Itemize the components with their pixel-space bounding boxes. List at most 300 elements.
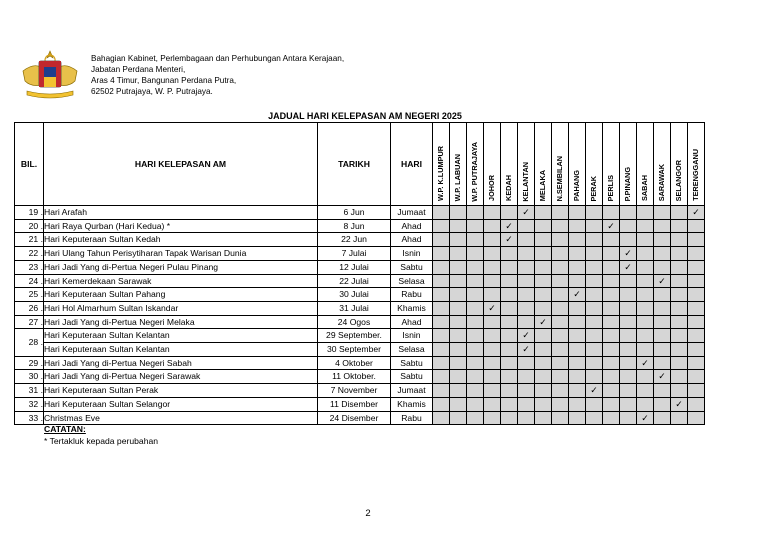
holiday-day: Khamis — [391, 397, 433, 411]
state-cell — [552, 411, 569, 425]
holiday-date: 24 Disember — [318, 411, 391, 425]
state-cell — [603, 260, 620, 274]
holiday-day: Sabtu — [391, 260, 433, 274]
state-cell — [552, 219, 569, 233]
state-cell — [433, 260, 450, 274]
state-label: W.P. K.LUMPUR — [436, 146, 445, 202]
state-cell — [603, 356, 620, 370]
state-cell — [450, 343, 467, 357]
check-mark-icon: ✓ — [535, 315, 552, 329]
check-mark-icon: ✓ — [501, 219, 518, 233]
state-cell — [569, 274, 586, 288]
state-cell — [501, 343, 518, 357]
state-cell — [484, 315, 501, 329]
state-cell — [518, 315, 535, 329]
check-mark-icon: ✓ — [671, 397, 688, 411]
state-cell — [535, 384, 552, 398]
address-line: Bahagian Kabinet, Perlembagaan dan Perhubungan Antara Kerajaan, — [91, 54, 345, 63]
state-cell — [637, 315, 654, 329]
state-cell — [535, 397, 552, 411]
row-number: 32 . — [15, 397, 44, 411]
state-cell — [552, 274, 569, 288]
holiday-day: Selasa — [391, 274, 433, 288]
state-cell — [569, 247, 586, 261]
row-number: 29 . — [15, 356, 44, 370]
state-cell — [552, 233, 569, 247]
column-header-state — [518, 123, 535, 206]
holiday-date: 29 September. — [318, 329, 391, 343]
state-cell — [620, 329, 637, 343]
column-header-state — [501, 123, 518, 206]
table-row — [15, 343, 705, 357]
state-cell — [671, 384, 688, 398]
state-cell — [569, 397, 586, 411]
state-cell — [620, 356, 637, 370]
state-cell — [552, 206, 569, 220]
holiday-date: 22 Jun — [318, 233, 391, 247]
state-cell — [535, 219, 552, 233]
address-line: 62502 Putrajaya, W. P. Putrajaya. — [91, 87, 213, 96]
column-header-state — [637, 123, 654, 206]
holiday-name: Christmas Eve — [44, 411, 318, 425]
check-mark-icon: ✓ — [620, 260, 637, 274]
holiday-day: Jumaat — [391, 206, 433, 220]
holiday-date: 11 Disember — [318, 397, 391, 411]
check-mark-icon: ✓ — [637, 411, 654, 425]
state-cell — [433, 411, 450, 425]
state-cell — [433, 247, 450, 261]
table-row — [15, 370, 705, 384]
state-cell — [450, 411, 467, 425]
column-header-state — [450, 123, 467, 206]
state-cell — [586, 288, 603, 302]
column-header-state — [671, 123, 688, 206]
state-cell — [620, 206, 637, 220]
holiday-date: 22 Julai — [318, 274, 391, 288]
state-cell — [688, 260, 705, 274]
check-mark-icon: ✓ — [518, 329, 535, 343]
state-cell — [450, 329, 467, 343]
state-label: TERENGGANU — [691, 149, 700, 202]
state-cell — [569, 260, 586, 274]
state-cell — [433, 384, 450, 398]
state-cell — [501, 315, 518, 329]
state-cell — [467, 206, 484, 220]
state-cell — [501, 356, 518, 370]
holiday-date: 8 Jun — [318, 219, 391, 233]
state-cell — [688, 247, 705, 261]
check-mark-icon: ✓ — [501, 233, 518, 247]
holiday-date: 11 Oktober. — [318, 370, 391, 384]
state-cell — [569, 206, 586, 220]
state-cell — [671, 260, 688, 274]
state-cell — [484, 274, 501, 288]
check-mark-icon: ✓ — [637, 356, 654, 370]
state-cell — [671, 233, 688, 247]
state-cell — [433, 370, 450, 384]
state-cell — [688, 233, 705, 247]
state-cell — [586, 329, 603, 343]
holiday-name: Hari Jadi Yang di-Pertua Negeri Sarawak — [44, 370, 318, 384]
state-cell — [654, 343, 671, 357]
check-mark-icon: ✓ — [654, 274, 671, 288]
state-cell — [654, 301, 671, 315]
state-label: W.P. PUTRAJAYA — [470, 141, 479, 202]
state-cell — [637, 384, 654, 398]
state-cell — [671, 301, 688, 315]
state-cell — [688, 274, 705, 288]
state-cell — [688, 329, 705, 343]
state-cell — [450, 260, 467, 274]
state-cell — [467, 233, 484, 247]
table-row — [15, 219, 705, 233]
state-label: JOHOR — [487, 175, 496, 202]
state-cell — [552, 315, 569, 329]
state-cell — [637, 370, 654, 384]
holiday-day: Isnin — [391, 247, 433, 261]
holiday-day: Sabtu — [391, 356, 433, 370]
holiday-name: Hari Keputeraan Sultan Kelantan — [44, 329, 318, 343]
state-cell — [467, 329, 484, 343]
check-mark-icon: ✓ — [518, 206, 535, 220]
state-cell — [586, 247, 603, 261]
row-number: 31 . — [15, 384, 44, 398]
state-cell — [450, 301, 467, 315]
state-cell — [433, 315, 450, 329]
state-cell — [671, 247, 688, 261]
state-cell — [586, 370, 603, 384]
state-cell — [654, 397, 671, 411]
state-cell — [535, 274, 552, 288]
state-cell — [484, 288, 501, 302]
state-cell — [484, 260, 501, 274]
state-cell — [484, 206, 501, 220]
state-cell — [501, 260, 518, 274]
state-cell — [501, 411, 518, 425]
state-cell — [552, 260, 569, 274]
state-cell — [603, 370, 620, 384]
state-cell — [688, 370, 705, 384]
holiday-date: 6 Jun — [318, 206, 391, 220]
state-cell — [654, 260, 671, 274]
state-cell — [552, 301, 569, 315]
state-cell — [654, 206, 671, 220]
state-cell — [535, 356, 552, 370]
state-cell — [552, 370, 569, 384]
state-cell — [688, 315, 705, 329]
column-header-state — [552, 123, 569, 206]
state-cell — [450, 247, 467, 261]
check-mark-icon: ✓ — [603, 219, 620, 233]
state-cell — [586, 315, 603, 329]
table-row — [15, 233, 705, 247]
state-cell — [518, 370, 535, 384]
row-number: 25 . — [15, 288, 44, 302]
state-cell — [467, 247, 484, 261]
check-mark-icon: ✓ — [654, 370, 671, 384]
state-cell — [552, 384, 569, 398]
state-cell — [535, 343, 552, 357]
notes-title: CATATAN: — [44, 424, 86, 434]
row-number: 27 . — [15, 315, 44, 329]
holiday-date: 4 Oktober — [318, 356, 391, 370]
state-cell — [603, 397, 620, 411]
state-cell — [654, 315, 671, 329]
state-cell — [501, 206, 518, 220]
holiday-date: 31 Julai — [318, 301, 391, 315]
coat-of-arms-logo — [19, 49, 81, 99]
state-cell — [620, 343, 637, 357]
holiday-day: Isnin — [391, 329, 433, 343]
holiday-name: Hari Keputeraan Sultan Kedah — [44, 233, 318, 247]
state-label: N.SEMBILAN — [555, 155, 564, 202]
state-cell — [688, 356, 705, 370]
state-cell — [637, 206, 654, 220]
state-cell — [501, 329, 518, 343]
holiday-table — [14, 122, 705, 425]
state-cell — [518, 233, 535, 247]
state-cell — [620, 288, 637, 302]
state-cell — [484, 370, 501, 384]
table-row — [15, 329, 705, 343]
state-cell — [552, 288, 569, 302]
state-cell — [569, 329, 586, 343]
state-cell — [501, 384, 518, 398]
state-cell — [535, 329, 552, 343]
state-cell — [688, 411, 705, 425]
state-cell — [603, 329, 620, 343]
state-cell — [518, 274, 535, 288]
state-cell — [586, 206, 603, 220]
state-cell — [518, 411, 535, 425]
state-cell — [535, 233, 552, 247]
holiday-date: 7 November — [318, 384, 391, 398]
row-number: 20 . — [15, 219, 44, 233]
column-header-name: HARI KELEPASAN AM — [44, 123, 318, 206]
holiday-day: Sabtu — [391, 370, 433, 384]
state-cell — [467, 274, 484, 288]
state-cell — [467, 260, 484, 274]
state-label: SABAH — [640, 175, 649, 202]
check-mark-icon: ✓ — [569, 288, 586, 302]
state-cell — [467, 356, 484, 370]
state-cell — [569, 233, 586, 247]
table-row — [15, 288, 705, 302]
document-title: JADUAL HARI KELEPASAN AM NEGERI 2025 — [268, 111, 462, 121]
row-number: 28 . — [15, 329, 44, 356]
state-cell — [603, 315, 620, 329]
state-cell — [518, 219, 535, 233]
state-cell — [620, 411, 637, 425]
table-row — [15, 315, 705, 329]
state-cell — [467, 397, 484, 411]
state-cell — [654, 411, 671, 425]
state-cell — [450, 288, 467, 302]
state-label: PERAK — [589, 175, 598, 202]
ministry-address — [91, 53, 344, 97]
holiday-day: Jumaat — [391, 384, 433, 398]
holiday-name: Hari Raya Qurban (Hari Kedua) * — [44, 219, 318, 233]
table-row — [15, 356, 705, 370]
column-header-state — [603, 123, 620, 206]
page-number: 2 — [365, 508, 371, 519]
column-header-date: TARIKH — [318, 123, 391, 206]
state-cell — [450, 206, 467, 220]
table-body — [15, 206, 705, 425]
state-cell — [552, 397, 569, 411]
table-row — [15, 260, 705, 274]
holiday-name: Hari Ulang Tahun Perisytiharan Tapak Warisan Dunia — [44, 247, 318, 261]
state-cell — [433, 233, 450, 247]
row-number: 21 . — [15, 233, 44, 247]
state-cell — [620, 370, 637, 384]
holiday-name: Hari Keputeraan Sultan Kelantan — [44, 343, 318, 357]
state-cell — [501, 370, 518, 384]
row-number: 33 . — [15, 411, 44, 425]
state-cell — [501, 274, 518, 288]
holiday-date: 24 Ogos — [318, 315, 391, 329]
state-cell — [501, 247, 518, 261]
table-header-row — [15, 123, 705, 206]
state-cell — [603, 301, 620, 315]
state-cell — [654, 288, 671, 302]
holiday-name: Hari Kemerdekaan Sarawak — [44, 274, 318, 288]
state-cell — [586, 260, 603, 274]
state-cell — [688, 343, 705, 357]
check-mark-icon: ✓ — [620, 247, 637, 261]
check-mark-icon: ✓ — [484, 301, 501, 315]
state-cell — [450, 219, 467, 233]
state-cell — [552, 329, 569, 343]
state-cell — [637, 288, 654, 302]
check-mark-icon: ✓ — [688, 206, 705, 220]
state-cell — [535, 206, 552, 220]
column-header-bil: BIL. — [15, 123, 44, 206]
column-header-day: HARI — [391, 123, 433, 206]
state-cell — [467, 288, 484, 302]
state-cell — [688, 301, 705, 315]
state-cell — [467, 315, 484, 329]
holiday-date: 12 Julai — [318, 260, 391, 274]
holiday-day: Rabu — [391, 288, 433, 302]
column-header-state — [484, 123, 501, 206]
state-cell — [535, 247, 552, 261]
holiday-name: Hari Hol Almarhum Sultan Iskandar — [44, 301, 318, 315]
holiday-name: Hari Jadi Yang di-Pertua Negeri Melaka — [44, 315, 318, 329]
state-cell — [620, 315, 637, 329]
table-row — [15, 397, 705, 411]
address-line: Aras 4 Timur, Bangunan Perdana Putra, — [91, 76, 237, 85]
row-number: 19 . — [15, 206, 44, 220]
state-cell — [467, 384, 484, 398]
state-cell — [637, 329, 654, 343]
table-row — [15, 206, 705, 220]
column-header-state — [688, 123, 705, 206]
table-row — [15, 384, 705, 398]
check-mark-icon: ✓ — [586, 384, 603, 398]
notes-section — [44, 423, 158, 447]
state-cell — [433, 206, 450, 220]
state-cell — [569, 411, 586, 425]
holiday-name: Hari Arafah — [44, 206, 318, 220]
state-cell — [501, 397, 518, 411]
state-cell — [467, 370, 484, 384]
address-line: Jabatan Perdana Menteri, — [91, 65, 186, 74]
state-cell — [654, 219, 671, 233]
holiday-date: 7 Julai — [318, 247, 391, 261]
holiday-day: Ahad — [391, 219, 433, 233]
state-label: MELAKA — [538, 170, 547, 202]
holiday-name: Hari Jadi Yang di-Pertua Negeri Pulau Pinang — [44, 260, 318, 274]
state-cell — [603, 384, 620, 398]
state-cell — [671, 315, 688, 329]
state-cell — [671, 288, 688, 302]
state-cell — [484, 219, 501, 233]
state-cell — [433, 301, 450, 315]
state-cell — [484, 397, 501, 411]
state-cell — [484, 343, 501, 357]
state-cell — [552, 343, 569, 357]
holiday-name: Hari Jadi Yang di-Pertua Negeri Sabah — [44, 356, 318, 370]
state-cell — [586, 356, 603, 370]
state-cell — [654, 247, 671, 261]
state-cell — [535, 260, 552, 274]
state-cell — [569, 315, 586, 329]
holiday-day: Khamis — [391, 301, 433, 315]
state-cell — [501, 301, 518, 315]
state-cell — [603, 411, 620, 425]
holiday-name: Hari Keputeraan Sultan Selangor — [44, 397, 318, 411]
state-cell — [654, 233, 671, 247]
state-cell — [620, 274, 637, 288]
state-cell — [637, 397, 654, 411]
column-header-state — [569, 123, 586, 206]
state-cell — [518, 397, 535, 411]
holiday-name: Hari Keputeraan Sultan Perak — [44, 384, 318, 398]
state-cell — [637, 260, 654, 274]
state-cell — [620, 397, 637, 411]
state-cell — [620, 384, 637, 398]
column-header-state — [654, 123, 671, 206]
state-cell — [501, 288, 518, 302]
state-cell — [467, 301, 484, 315]
state-cell — [620, 301, 637, 315]
state-cell — [484, 384, 501, 398]
state-cell — [586, 343, 603, 357]
state-cell — [688, 219, 705, 233]
state-cell — [433, 329, 450, 343]
state-cell — [671, 411, 688, 425]
state-cell — [637, 247, 654, 261]
state-cell — [433, 288, 450, 302]
state-cell — [433, 219, 450, 233]
table-row — [15, 274, 705, 288]
state-cell — [484, 356, 501, 370]
state-label: KELANTAN — [521, 161, 530, 202]
state-cell — [467, 343, 484, 357]
state-cell — [484, 411, 501, 425]
state-cell — [433, 356, 450, 370]
state-cell — [518, 260, 535, 274]
state-cell — [433, 343, 450, 357]
state-cell — [637, 301, 654, 315]
state-cell — [518, 247, 535, 261]
column-header-state — [467, 123, 484, 206]
state-cell — [518, 301, 535, 315]
state-cell — [671, 274, 688, 288]
state-cell — [569, 219, 586, 233]
state-cell — [603, 206, 620, 220]
